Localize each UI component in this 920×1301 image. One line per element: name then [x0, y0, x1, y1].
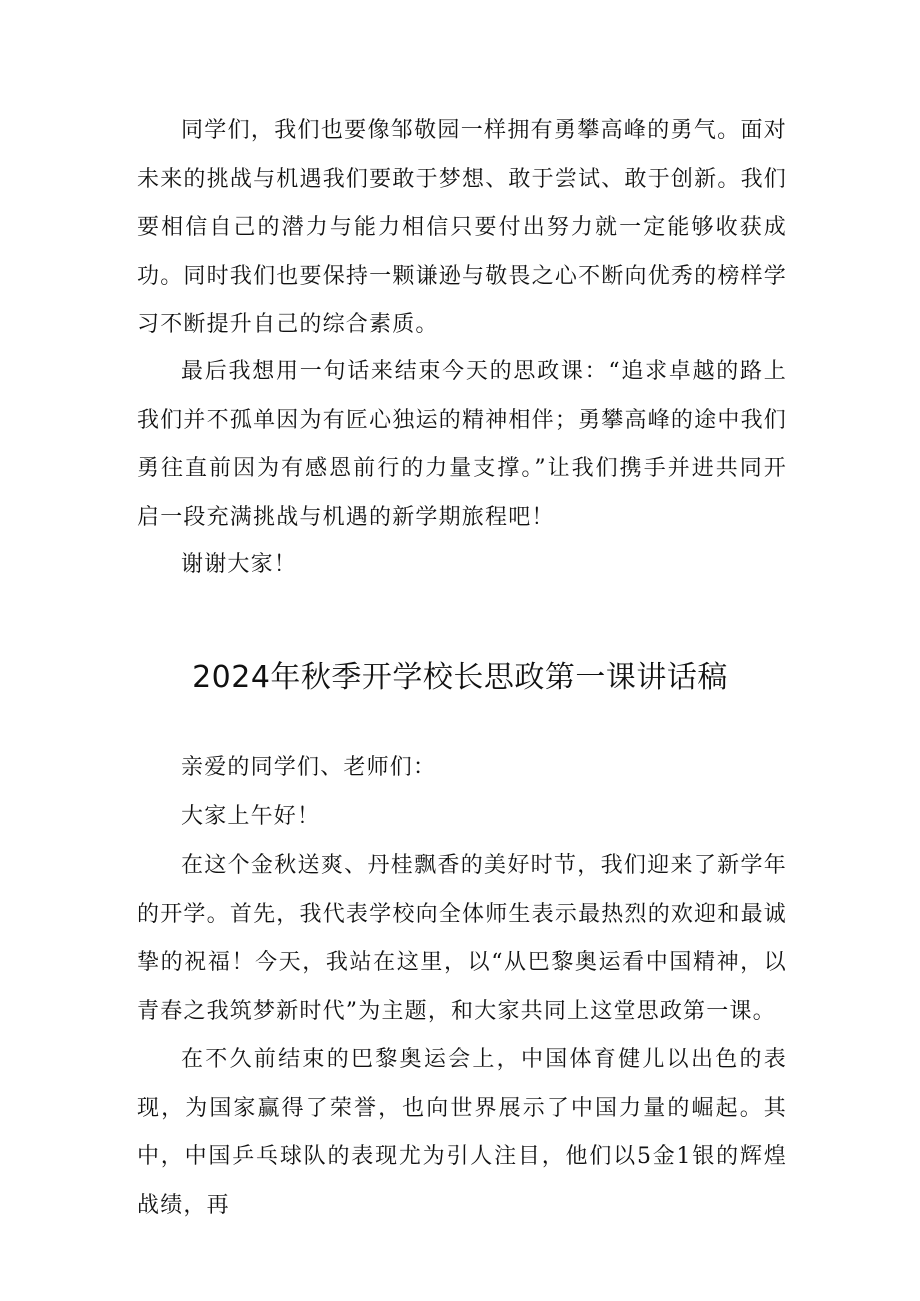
paragraph-hello: 大家上午好！: [181, 804, 321, 829]
paragraph-closing-quote: 最后我想用一句话来结束今天的思政课：“追求卓越的路上我们并不孤单因为有匠心独运的精神相伴；勇攀高峰的途中我们勇往直前因为有感恩前行的力量支撑。”让我们携手并进共同开启一段充满挑战与机遇的新学期旅程吧！: [137, 359, 787, 530]
paragraph-paris-olympics: 在不久前结束的巴黎奥运会上，中国体育健儿以出色的表现，为国家赢得了荣誉，也向世界展示了中国力量的崛起。其中，中国乒乓球队的表现尤为引人注目，他们以5金1银的辉煌战绩，再: [137, 1047, 787, 1218]
paragraph-greeting: 亲爱的同学们、老师们：: [181, 755, 437, 780]
speech-title: 2024年秋季开学校长思政第一课讲话稿: [192, 660, 728, 695]
paragraph-opening: 在这个金秋送爽、丹桂飘香的美好时节，我们迎来了新学年的开学。首先，我代表学校向全体师生表示最热烈的欢迎和最诚挚的祝福！今天，我站在这里，以“从巴黎奥运看中国精神，以青春之我筑梦新时代”为主题，和大家共同上这堂思政第一课。: [137, 853, 787, 1024]
paragraph-courage: 同学们，我们也要像邹敬园一样拥有勇攀高峰的勇气。面对未来的挑战与机遇我们要敢于梦想、敢于尝试、敢于创新。我们要相信自己的潜力与能力相信只要付出努力就一定能够收获成功。同时我们也要保持一颗谦逊与敬畏之心不断向优秀的榜样学习不断提升自己的综合素质。: [137, 118, 787, 338]
paragraph-thanks: 谢谢大家！: [181, 552, 298, 577]
